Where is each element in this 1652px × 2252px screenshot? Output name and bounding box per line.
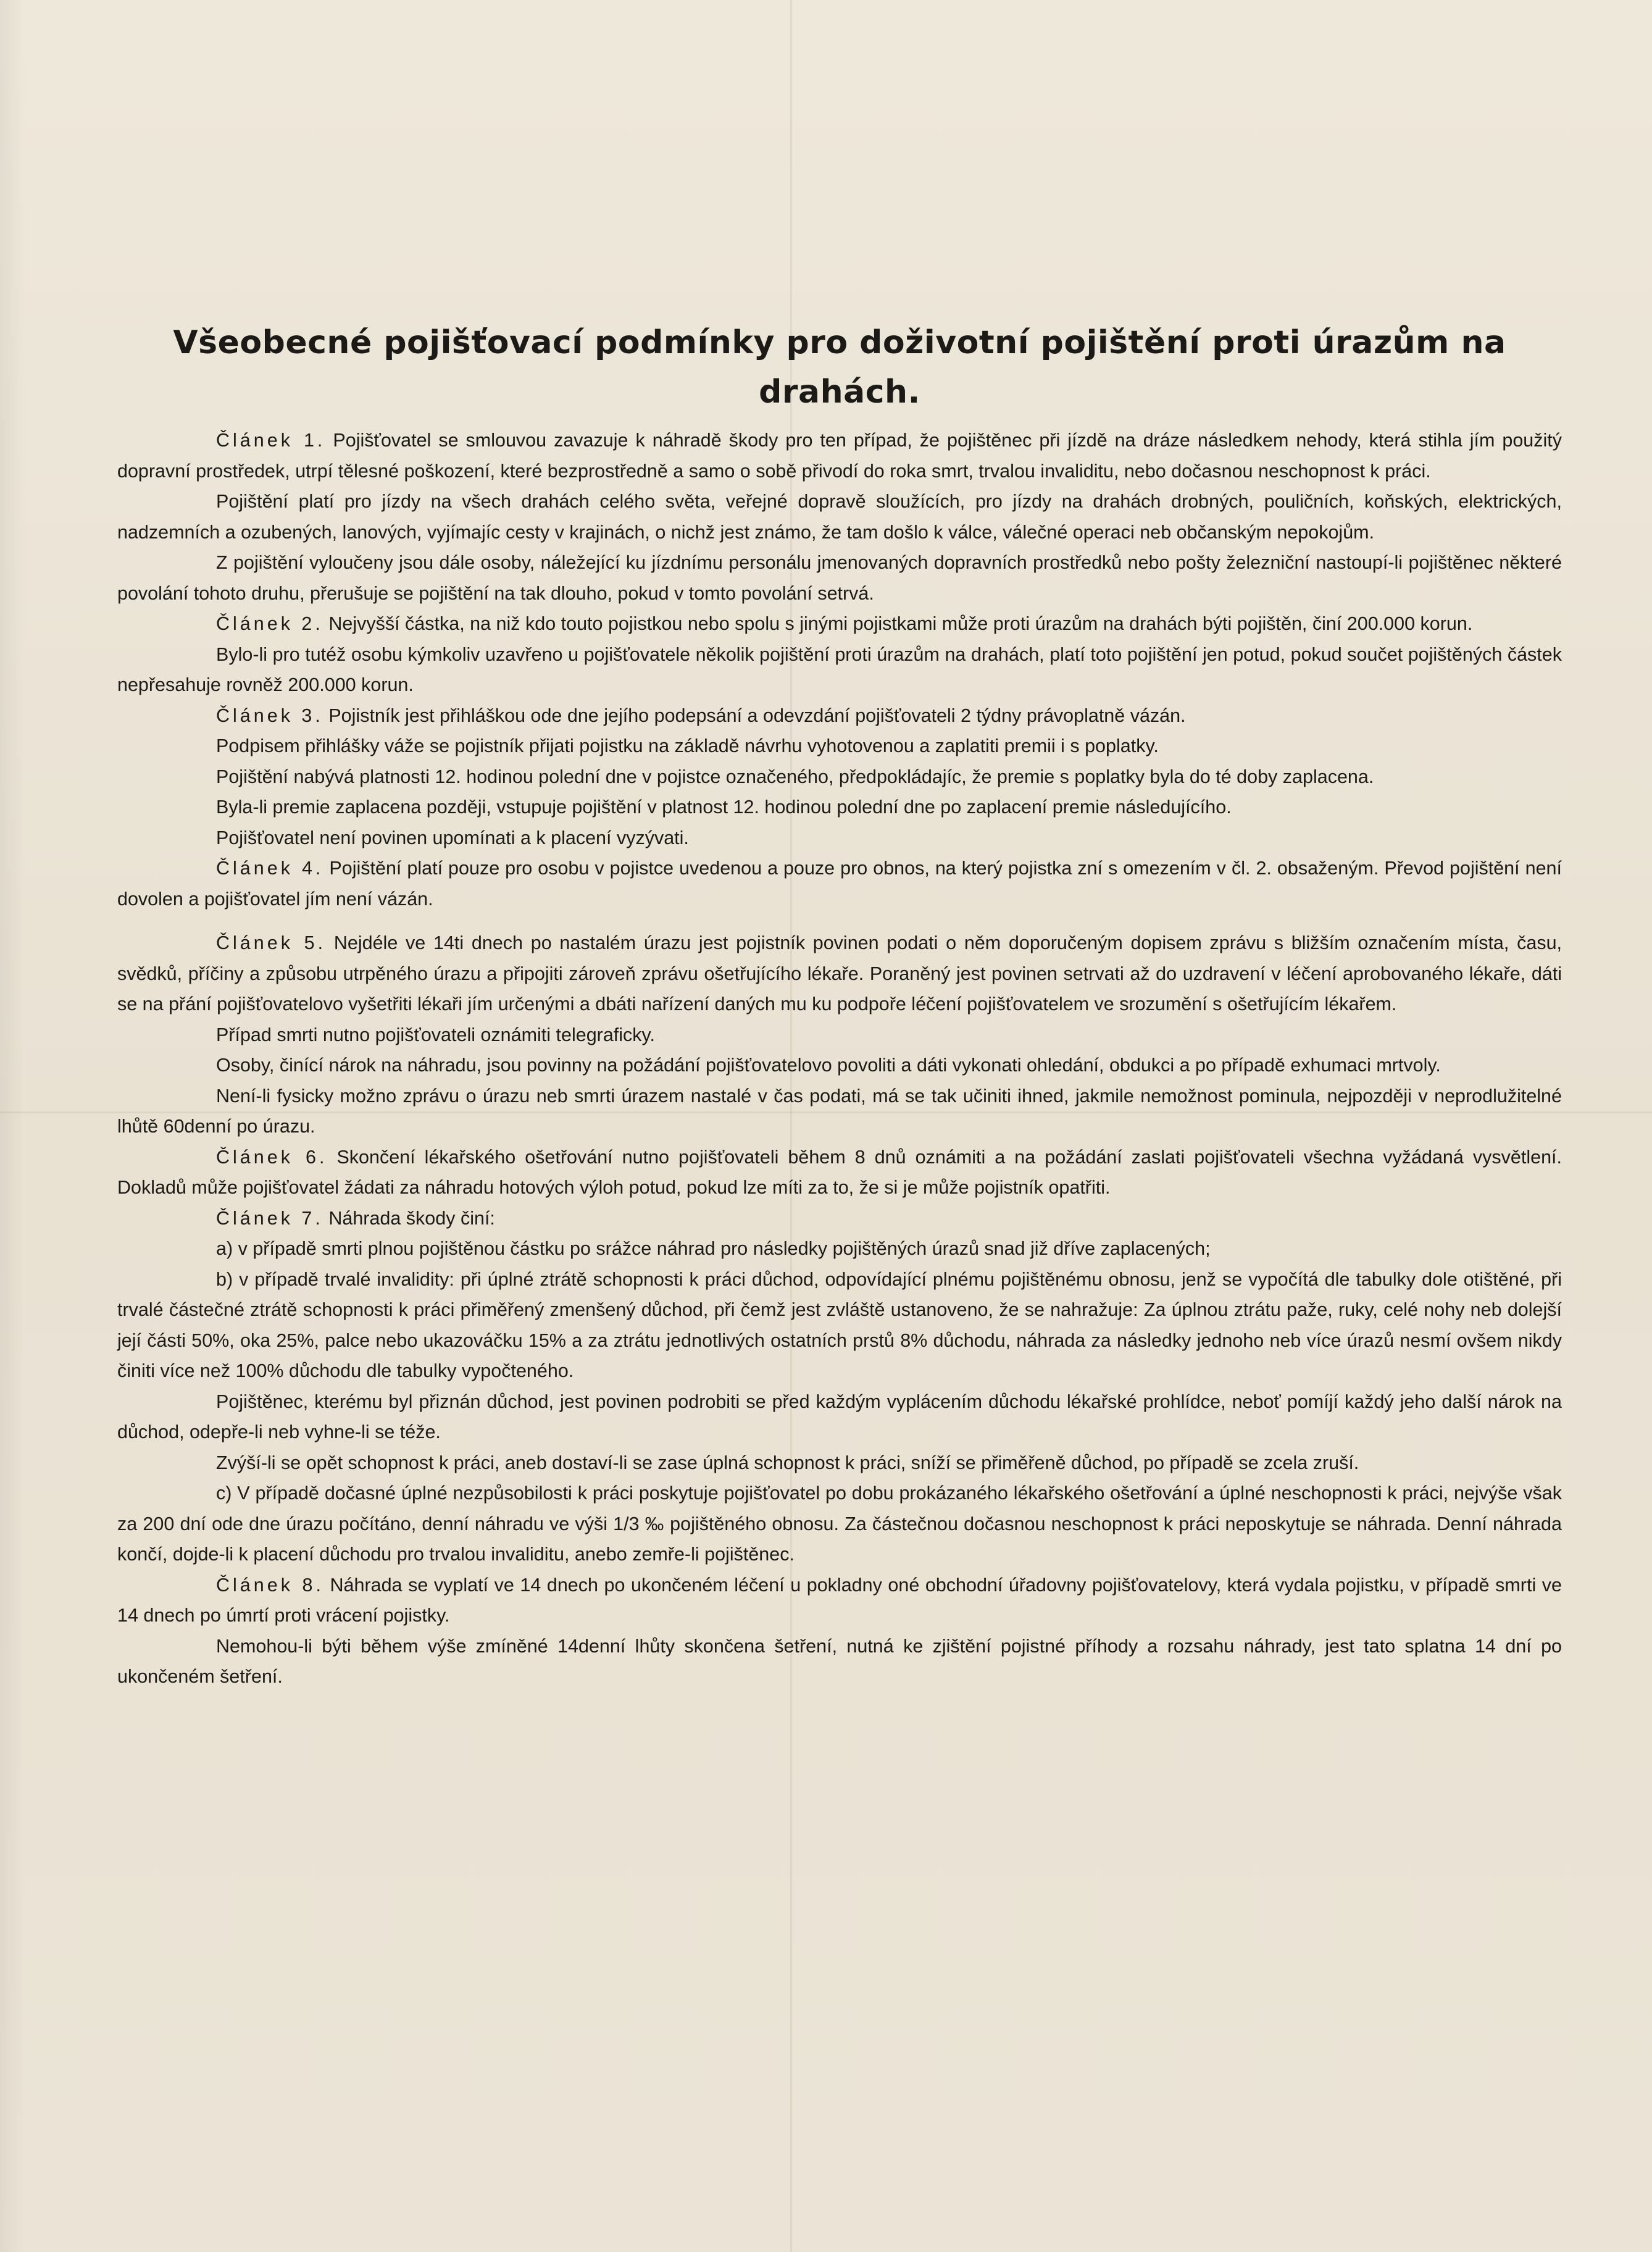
paragraph-text: Nemohou-li býti během výše zmíněné 14denní lhůty skončena šetření, nutná ke zjištění pojistné příhody a rozsahu náhrady, jest tato splatna 14 dní po ukončeném šetření. [117,1635,1562,1687]
paragraph-text: Náhrada škody činí: [323,1207,495,1229]
article-heading: Článek 2. [216,613,323,634]
paragraph [117,853,1562,915]
article-heading: Článek 1. [216,430,326,451]
paragraph-text: Náhrada se vyplatí ve 14 dnech po ukončeném léčení u pokladny oné obchodní úřadovny pojišťovatelovy, která vydala pojistku, v případě smrti ve 14 dnech po úmrtí proti vrácení pojistky. [117,1574,1562,1626]
paragraph [117,928,1562,1020]
article-heading: Článek 7. [216,1207,323,1229]
paragraph-text: c) V případě dočasné úplné nezpůsobilosti k práci poskytuje pojišťovatel po dobu prokázaného lékařského ošetřování a úplné neschopnosti k práci, nejvýše však za 200 dní ode dne úrazu počítáno, denní náhradu ve výši 1/3 ‰ pojištěného obnosu. Za částečnou dočasnou neschopnost k práci neposkytuje se náhrada. Denní náhrada končí, dojde-li k placení důchodu pro trvalou invaliditu, anebo zemře-li pojištěnec. [117,1483,1562,1565]
paragraph-text: Podpisem přihlášky váže se pojistník přijati pojistku na základě návrhu vyhotovenou a zaplatiti premii i s poplatky. [216,735,1159,756]
paragraph-text: Není-li fysicky možno zprávu o úrazu neb smrti úrazem nastalé v čas podati, má se tak učiniti ihned, jakmile nemožnost pominula, nejpozději v neprodlužitelné lhůtě 60denní po úrazu. [117,1085,1562,1137]
paragraph-text: Z pojištění vyloučeny jsou dále osoby, náležející ku jízdnímu personálu jmenovaných dopravních prostředků nebo pošty železniční nastoupí-li pojištěnec některé povolání tohoto druhu, přerušuje se pojištění na tak dlouho, pokud v tomto povolání setrvá. [117,552,1562,604]
paragraph [117,762,1562,793]
paragraph [117,1081,1562,1142]
paragraph [117,1570,1562,1631]
paragraph [117,1448,1562,1479]
paragraph-text: Pojištění nabývá platnosti 12. hodinou polední dne v pojistce označeného, předpokládajíc, že premie s poplatky byla do té doby zaplacena. [216,766,1374,787]
paragraph-text: Osoby, činící nárok na náhradu, jsou povinny na požádání pojišťovatelovo povoliti a dáti vykonati ohledání, obdukci a po případě exhumaci mrtvoly. [216,1055,1441,1076]
paragraph-text: Byla-li premie zaplacena později, vstupuje pojištění v platnost 12. hodinou polední dne po zaplacení premie následujícího. [216,797,1232,818]
paragraph-text: Pojištění platí pro jízdy na všech drahách celého světa, veřejné dopravě sloužících, pro jízdy na drahách drobných, pouličních, koňských, elektrických, nadzemních a ozubených, lanových, vyjímajíc cesty v krajinách, o nichž jest známo, že tam došlo k válce, válečné operaci neb občanským nepokojům. [117,491,1562,543]
paragraph [117,609,1562,640]
article-heading: Článek 6. [216,1146,328,1168]
paragraph-text: Pojistník jest přihláškou ode dne jejího podepsání a odevzdání pojišťovateli 2 týdny právoplatně vázán. [323,705,1186,726]
document-body [117,318,1562,1693]
paragraph [117,792,1562,823]
paragraph [117,1050,1562,1081]
paragraph-text: Skončení lékařského ošetřování nutno pojišťovateli během 8 dnů oznámiti a na požádání zaslati pojišťovateli všechna vyžádaná vysvětlení. Dokladů může pojišťovatel žádati za náhradu hotových výloh potud, pokud lze míti za to, že si je může pojistník opatřiti. [117,1146,1562,1198]
article-heading: Článek 3. [216,705,323,726]
paragraph [117,487,1562,548]
article-heading: Článek 5. [216,932,327,953]
paragraph-text: Nejdéle ve 14ti dnech po nastalém úrazu jest pojistník povinen podati o něm doporučeným dopisem zprávu s bližším označením místa, času, svědků, příčiny a způsobu utrpěného úrazu a připojiti zároveň zprávu ošetřujícího lékaře. Poraněný jest povinen setrvati až do uzdravení v léčení aprobovaného lékaře, dáti se na přání pojišťovatelovo vyšetřiti lékaři jím určenými a dbáti nařízení daných mu ku podpoře léčení pojišťovatelem ve srozumění s ošetřujícím lékařem. [117,932,1562,1015]
paragraph [117,1142,1562,1203]
paragraph-text: b) v případě trvalé invalidity: při úplné ztrátě schopnosti k práci důchod, odpovídající plnému pojištěnému obnosu, jenž se vypočítá dle tabulky dole otištěné, při trvalé částečné ztrátě schopnosti k práci přiměřený zmenšený důchod, při čemž jest zvláště ustanoveno, že se nahražuje: Za úplnou ztrátu paže, ruky, celé nohy neb dolejší její části 50%, oka 25%, palce nebo ukazováčku 15% a za ztrátu jednotlivých ostatních prstů 8% důchodu, náhrada za následky jednoho neb více úrazů nesmí ovšem nikdy činiti více než 100% důchodu dle tabulky vypočteného. [117,1268,1562,1381]
paragraph-text: Pojištěnec, kterému byl přiznán důchod, jest povinen podrobiti se před každým vyplácením důchodu lékařské prohlídce, neboť pomíjí každý jeho další nárok na důchod, odepře-li neb vyhne-li se téže. [117,1391,1562,1442]
paragraph-text: Pojišťovatel není povinen upomínati a k placení vyzývati. [216,827,689,848]
paragraph [117,1387,1562,1448]
paragraph [117,1265,1562,1387]
article-heading: Článek 8. [216,1574,324,1596]
document-title: Všeobecné pojišťovací podmínky pro doživotní pojištění proti úrazům na drahách. [173,324,1506,411]
paragraph [117,1234,1562,1265]
paragraph [117,1020,1562,1051]
paragraph [117,731,1562,762]
paragraph [117,823,1562,854]
paragraph-text: Nejvyšší částka, na niž kdo touto pojistkou nebo spolu s jinými pojistkami může proti úrazům na drahách býti pojištěn, činí 200.000 korun. [323,613,1473,634]
paragraph-text: Případ smrti nutno pojišťovateli oznámiti telegraficky. [216,1024,655,1045]
paragraph [117,1203,1562,1234]
paragraph [117,640,1562,701]
paragraph [117,548,1562,609]
paragraph [117,1478,1562,1570]
paragraph-text: Bylo-li pro tutéž osobu kýmkoliv uzavřeno u pojišťovatele několik pojištění proti úrazům na drahách, platí toto pojištění jen potud, pokud součet pojištěných částek nepřesahuje rovněž 200.000 korun. [117,643,1562,695]
paragraph [117,425,1562,487]
paragraph-text: Pojišťovatel se smlouvou zavazuje k náhradě škody pro ten případ, že pojištěnec při jízdě na dráze následkem nehody, která stihla jím použitý dopravní prostředek, utrpí tělesné poškození, které bezprostředně a samo o sobě přivodí do roka smrt, trvalou invaliditu, nebo dočasnou neschopnost k práci. [117,430,1562,482]
article-heading: Článek 4. [216,858,324,879]
paragraph-text: Zvýší-li se opět schopnost k práci, aneb dostaví-li se zase úplná schopnost k práci, sníží se přiměřeně důchod, po případě se zcela zruší. [216,1452,1359,1473]
paragraph [117,701,1562,732]
paragraph [117,1631,1562,1693]
paragraph-text: Pojištění platí pouze pro osobu v pojistce uvedenou a pouze pro obnos, na který pojistka zní s omezením v čl. 2. obsaženým. Převod pojištění není dovolen a pojišťovatel jím není vázán. [117,858,1562,910]
paragraph-text: a) v případě smrti plnou pojištěnou částku po srážce náhrad pro následky pojištěných úrazů snad již dříve zaplacených; [216,1238,1211,1259]
